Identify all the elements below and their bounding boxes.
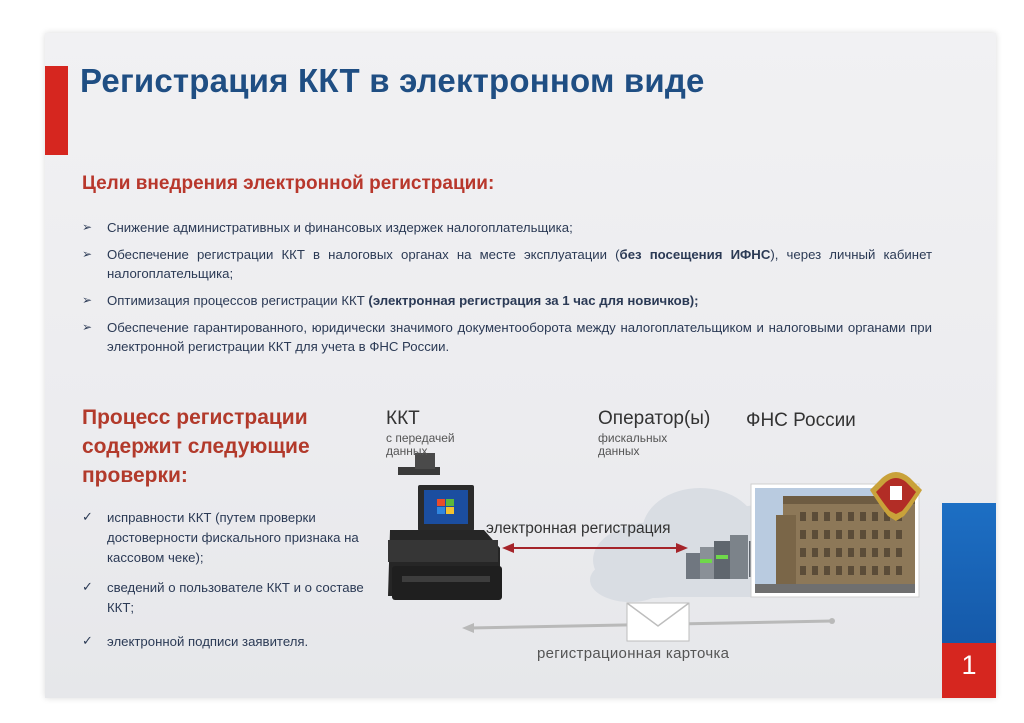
- envelope-icon: [627, 603, 689, 641]
- list-item: ✓ сведений о пользователе ККТ и о составе ККТ;: [82, 579, 364, 615]
- checkmark-icon: ✓: [82, 509, 93, 524]
- checkmark-icon: ✓: [82, 633, 93, 648]
- list-item: ✓ электронной подписи заявителя.: [82, 633, 309, 649]
- list-item: ✓ исправности ККТ (путем проверки достоверности фискального признака на кассовом чеке);: [82, 509, 359, 565]
- arrow-bullet-icon: ➢: [82, 220, 93, 234]
- checkmark-icon: ✓: [82, 579, 93, 594]
- page-title: Регистрация ККТ в электронном виде: [80, 62, 705, 99]
- cash-register-image: [388, 453, 502, 600]
- page-number: 1: [961, 650, 977, 680]
- flag-blue-stripe: [942, 503, 996, 643]
- kkt-label: ККТ: [386, 408, 420, 429]
- goals-subtitle: Цели внедрения электронной регистрации:: [82, 173, 495, 194]
- process-title: Процесс регистрации содержит следующие проверки:: [82, 406, 310, 487]
- list-item: ➢ Оптимизация процессов регистрации ККТ (электронная регистрация за 1 час для новичков);: [82, 293, 699, 308]
- e-registration-label: электронная регистрация: [486, 520, 671, 537]
- arrow-bullet-icon: ➢: [82, 320, 93, 334]
- operator-sublabel: фискальных данных: [598, 431, 668, 458]
- arrow-bullet-icon: ➢: [82, 293, 93, 307]
- reg-card-label: регистрационная карточка: [537, 645, 730, 662]
- arrow-bullet-icon: ➢: [82, 247, 93, 261]
- list-item: ➢ Обеспечение регистрации ККТ в налоговых органах на месте эксплуатации (без посещения ИФНС), через личный кабинет налогоплательщика;: [82, 247, 933, 281]
- list-item: ➢ Снижение административных и финансовых издержек налогоплательщика;: [82, 220, 573, 235]
- list-item: ➢ Обеспечение гарантированного, юридически значимого документооборота между налогоплательщиком и налоговыми органами при электронной регистрации ККТ для учета в ФНС России.: [82, 320, 932, 354]
- operator-label: Оператор(ы): [598, 408, 711, 429]
- fns-label: ФНС России: [746, 410, 856, 431]
- kkt-sublabel: с передачей данных: [386, 431, 455, 458]
